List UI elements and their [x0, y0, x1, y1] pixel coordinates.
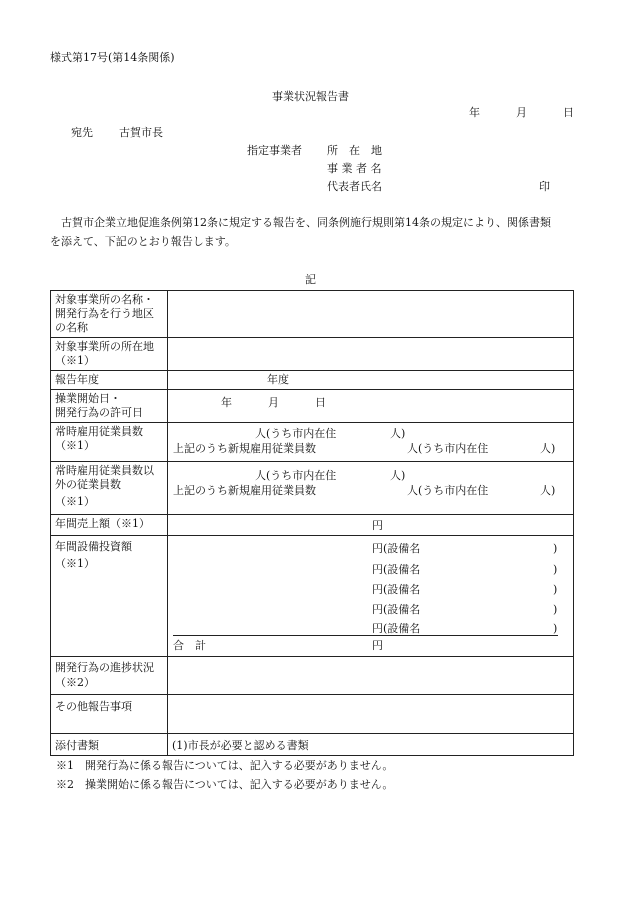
row-regular-employees [51, 423, 574, 462]
other-employees-text: 人(うち市内在住 [255, 469, 337, 482]
annual-sales-field[interactable] [168, 515, 574, 536]
investment-item-4: 円(設備名 [372, 603, 421, 616]
investment-item-2: 円(設備名 [372, 563, 421, 576]
addressee-name: 古賀市長 [119, 126, 163, 139]
facility-location-field[interactable] [168, 338, 574, 371]
investment-total-label: 合 計 [173, 639, 206, 652]
row-investment [51, 536, 574, 657]
regular-employees-text: 人(うち市内在住 [255, 427, 337, 440]
facility-location-label: 対象事業所の所在地 （※1） [51, 338, 168, 371]
attachments-label: 添付書類 [51, 734, 168, 756]
report-year-label: 報告年度 [51, 371, 168, 390]
progress-field[interactable] [168, 657, 574, 695]
seal-mark: 印 [539, 180, 550, 193]
row-facility-location [51, 338, 574, 371]
investment-item-3: 円(設備名 [372, 583, 421, 596]
facility-name-field[interactable] [168, 291, 574, 338]
investment-label: 年間設備投資額 （※1） [51, 536, 168, 657]
row-facility-name [51, 291, 574, 338]
report-form-table [50, 290, 574, 756]
row-other-employees [51, 462, 574, 515]
addressee-label: 宛先 [71, 126, 93, 139]
start-date-day: 日 [315, 396, 326, 409]
investment-item-1-close: ) [553, 542, 558, 555]
other-employees-field[interactable] [168, 462, 574, 515]
form-number: 様式第17号(第14条関係) [50, 51, 175, 64]
regular-new-employees-label: 上記のうち新規雇用従業員数 [173, 442, 316, 455]
row-annual-sales [51, 515, 574, 536]
report-year-field[interactable] [168, 371, 574, 390]
investment-item-1: 円(設備名 [372, 542, 421, 555]
start-date-year: 年 [221, 396, 232, 409]
document-title: 事業状況報告書 [272, 90, 349, 103]
investment-field[interactable] [168, 536, 574, 657]
other-employees-close: 人) [390, 469, 406, 482]
row-other-reports [51, 695, 574, 734]
start-date-field[interactable] [168, 390, 574, 423]
investment-item-2-close: ) [553, 563, 558, 576]
other-new-employees-close: 人) [540, 484, 556, 497]
progress-label: 開発行為の進捗状況 （※2） [51, 657, 168, 695]
regular-employees-label: 常時雇用従業員数 （※1） [51, 423, 168, 462]
intro-line-1: 古賀市企業立地促進条例第12条に規定する報告を、同条例施行規則第14条の規定により、関係書類 [61, 216, 551, 229]
investment-item-4-close: ) [553, 603, 558, 616]
investment-total-rule [173, 635, 558, 636]
attachments-field: (1)市長が必要と認める書類 [168, 734, 574, 756]
investment-total-unit: 円 [372, 639, 383, 652]
annual-sales-unit: 円 [372, 519, 383, 532]
row-progress [51, 657, 574, 695]
regular-new-employees-text: 人(うち市内在住 [407, 442, 489, 455]
start-date-month: 月 [268, 396, 279, 409]
other-new-employees-label: 上記のうち新規雇用従業員数 [173, 484, 316, 497]
row-attachments [51, 734, 574, 756]
investment-item-5-close: ) [553, 622, 558, 635]
regular-employees-close: 人) [390, 427, 406, 440]
ki-heading: 記 [305, 273, 316, 286]
investment-item-3-close: ) [553, 583, 558, 596]
row-report-year [51, 371, 574, 390]
regular-new-employees-close: 人) [540, 442, 556, 455]
row-start-date [51, 390, 574, 423]
representative-label: 代表者氏名 [327, 180, 382, 193]
note-2: ※2 操業開始に係る報告については、記入する必要がありません。 [56, 778, 394, 791]
start-date-label: 操業開始日・ 開発行為の許可日 [51, 390, 168, 423]
other-reports-field[interactable] [168, 695, 574, 734]
report-year-unit: 年度 [267, 373, 289, 386]
date-day: 日 [563, 106, 574, 119]
address-label: 所 在 地 [327, 144, 382, 157]
intro-line-2: を添えて、下記のとおり報告します。 [50, 235, 236, 248]
investment-item-5: 円(設備名 [372, 622, 421, 635]
note-1: ※1 開発行為に係る報告については、記入する必要がありません。 [56, 759, 394, 772]
annual-sales-label: 年間売上額（※1） [51, 515, 168, 536]
other-employees-label: 常時雇用従業員数以 外の従業員数 （※1） [51, 462, 168, 515]
other-reports-label: その他報告事項 [51, 695, 168, 734]
business-name-label: 事 業 者 名 [327, 162, 382, 175]
date-year: 年 [469, 106, 480, 119]
date-month: 月 [516, 106, 527, 119]
regular-employees-field[interactable] [168, 423, 574, 462]
designated-label: 指定事業者 [247, 144, 302, 157]
other-new-employees-text: 人(うち市内在住 [407, 484, 489, 497]
facility-name-label: 対象事業所の名称・ 開発行為を行う地区 の名称 [51, 291, 168, 338]
